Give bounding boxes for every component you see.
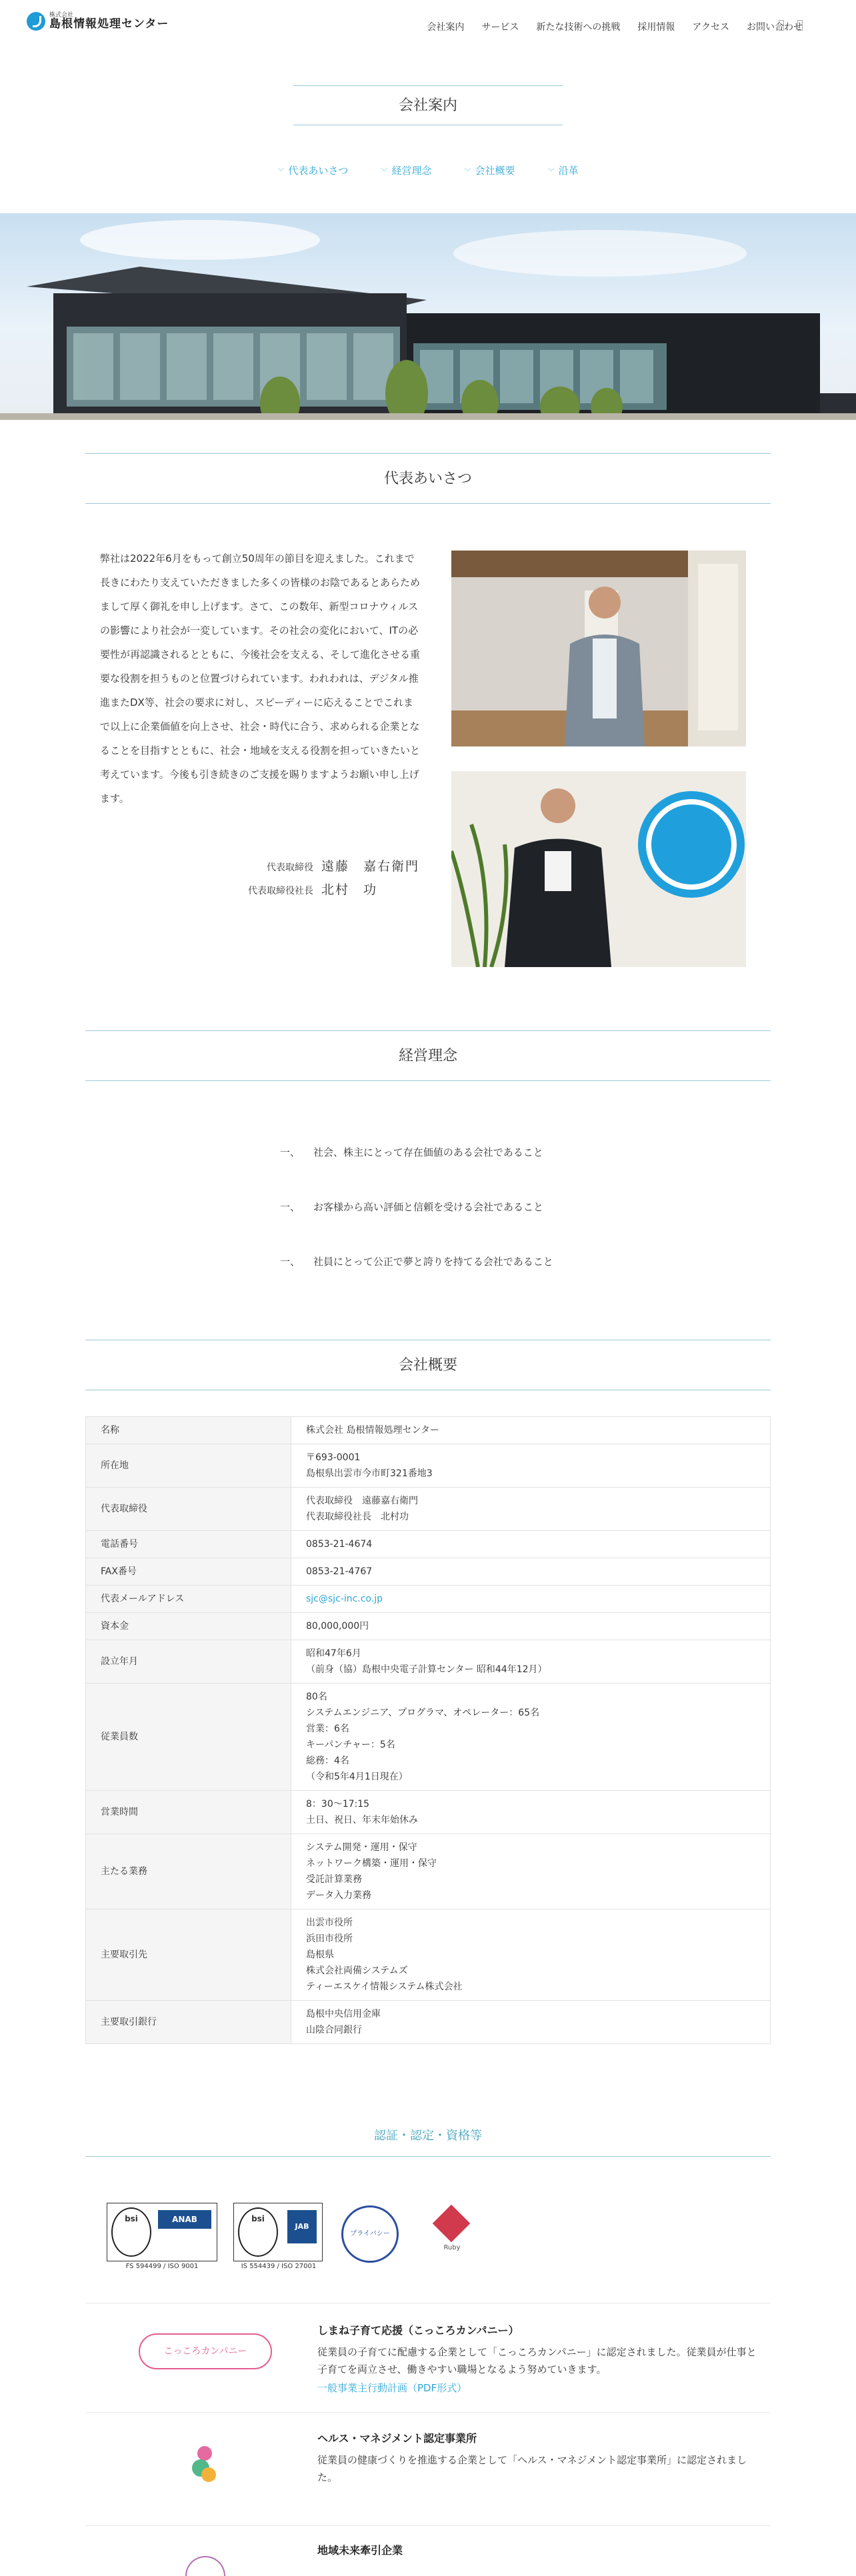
overview-value-line: ティーエスケイ情報システム株式会社 [306,1981,463,1992]
chevron-down-icon: ﹀ [277,169,285,176]
nav-contact[interactable]: お問い合わせ [747,22,803,33]
cert-title: しまね子育て応援（こっころカンパニー） [317,2324,519,2337]
building-illustration [0,213,856,420]
cert-row-kokkoro [85,2303,771,2412]
overview-value-line: 島根県出雲市今市町321番地3 [306,1468,433,1479]
overview-value-line: 営業：6名 [306,1724,349,1734]
signer-role: 代表取締役社長 [248,886,313,896]
cert-title: ヘルス・マネジメント認定事業所 [317,2432,477,2445]
overview-label: 営業時間 [86,1791,291,1834]
cert-description: 従業員の健康づくりを推進する企業として「ヘルス・マネジメント認定事業所」に認定されました。 [317,2454,747,2483]
overview-row [86,1558,771,1586]
overview-label: 電話番号 [86,1531,291,1558]
email-link[interactable]: sjc@sjc-inc.co.jp [306,1594,383,1604]
overview-value-line: 出雲市役所 [306,1918,353,1928]
overview-value-line: 80,000,000円 [306,1621,369,1632]
overview-row [86,1834,771,1910]
overview-row [86,1640,771,1684]
overview-value [291,1417,771,1444]
logo-icon [27,12,45,31]
philosophy-item: 一、 社員にとって公正で夢と誇りを持てる会社であること [280,1256,553,1268]
greeting-text: 弊社は2022年6月をもって創立50周年の節目を迎えました。これまで長きにわたり支えていただきました多くの皆様のお陰であるとあらためまして厚く御礼を申し上げます。さて、この数年、新型コロナウィルスの影響により社会が一変しています。その社会の変化において、ITの必要性が再認識されるとともに、今後社会を支える、そして進化させる重要な役割を担うものと位置づけられています。われわれは、デジタル推進またDX等、社会の要求に対し、スピーディーに応えることでこれまで以上に企業価値を向上させ、社会・時代に合う、求められる企業となることを目指すとともに、社会・地域を支える役割を担っていきたいと考えています。今後も引き続きのご支援を賜りますようお願い申し上げます。 [100,553,421,804]
photo-president-1 [451,551,746,746]
cert-description: 従業員の子育てに配慮する企業として「こっころカンパニー」に認定されました。従業員が仕事と子育てを両立させ、働きやすい職場となるよう努めていきます。 [317,2346,757,2375]
iso9001-caption: FS 594499 / ISO 9001 [125,2263,199,2270]
kokkoro-logo: こっころカンパニー [139,2333,272,2369]
overview-value-line: 〒693-0001 [306,1452,361,1463]
overview-value-line: 山陰合同銀行 [306,2025,362,2035]
overview-value-line: キーパンチャー：5名 [306,1740,395,1750]
overview-value-line: （前身（協）島根中央電子計算センター 昭和44年12月） [306,1664,547,1675]
overview-value-line: 0853-21-4767 [306,1566,373,1577]
overview-label: 所在地 [86,1444,291,1488]
overview-value-line: 0853-21-4674 [306,1539,373,1550]
social-icon[interactable] [779,20,784,31]
signer-name: 遠藤 嘉右衛門 [321,859,420,874]
overview-value-line: 代表取締役社長 北村功 [306,1512,409,1522]
overview-row [86,1791,771,1834]
anchor-overview[interactable]: ﹀ 会社概要 [464,165,515,177]
regional-leader-logo [185,2556,225,2576]
nav-service[interactable]: サービス [481,22,519,33]
overview-value [291,1558,771,1586]
overview-value-line: 総務：4名 [306,1756,349,1766]
overview-label: 従業員数 [86,1684,291,1791]
iso27001-caption: IS 554439 / ISO 27001 [241,2263,317,2270]
overview-label: 主要取引先 [86,1910,291,2001]
cert-row-regional [85,2525,771,2567]
overview-row [86,1684,771,1791]
certifications-title: 認証・認定・資格等 [85,2119,771,2157]
overview-value [291,1531,771,1558]
iso9001-badge: bsi ANAB [107,2203,217,2261]
overview-label: 主たる業務 [86,1834,291,1910]
overview-label: 主要取引銀行 [86,2001,291,2044]
overview-value [291,1613,771,1640]
overview-row [86,1531,771,1558]
overview-value-line: 受託計算業務 [306,1874,362,1885]
photo-president-2 [451,771,746,967]
nav-access[interactable]: アクセス [692,22,729,33]
overview-value-line: 浜田市役所 [306,1933,353,1944]
chevron-down-icon: ﹀ [381,169,388,176]
company-overview-table [85,1416,771,2044]
overview-row [86,2001,771,2044]
ruby-certified-badge: Ruby [420,2207,484,2260]
overview-row [86,1417,771,1444]
action-plan-pdf-link[interactable]: 一般事業主行動計画（PDF形式） [317,2382,467,2394]
overview-value-line: 株式会社両備システムズ [306,1965,408,1976]
overview-row [86,1910,771,2001]
philosophy-item: 一、 社会、株主にとって存在価値のある会社であること [280,1146,543,1158]
overview-value-line: システム開発・運用・保守 [306,1842,417,1853]
overview-value-line: 8：30〜17:15 [306,1799,370,1810]
overview-label: FAX番号 [86,1558,291,1586]
anchor-history[interactable]: ﹀ 沿革 [547,165,579,177]
overview-value-line: 島根中央信用金庫 [306,2009,381,2019]
overview-value-line: システムエンジニア、プログラマ、オペレーター：65名 [306,1708,540,1718]
chevron-down-icon: ﹀ [547,169,555,176]
overview-value [291,1910,771,2001]
cert-badges [107,2203,573,2276]
nav-company[interactable]: 会社案内 [427,22,465,33]
overview-value-line: （令和5年4月1日現在） [306,1772,408,1782]
site-logo[interactable] [27,12,169,31]
overview-row [86,1444,771,1488]
cert-row-health [85,2412,771,2525]
overview-label: 代表メールアドレス [86,1586,291,1613]
overview-value-line: 80名 [306,1692,327,1702]
overview-label: 代表取締役 [86,1488,291,1531]
overview-value-line: データ入力業務 [306,1890,371,1901]
ruby-icon [433,2205,471,2243]
greeting-section-title: 代表あいさつ [85,453,771,504]
nav-recruit[interactable]: 採用情報 [637,22,675,33]
overview-row [86,1488,771,1531]
cert-title: 地域未来牽引企業 [317,2544,403,2557]
signer-name: 北村 功 [321,882,378,897]
overview-value-line: ネットワーク構築・運用・保守 [306,1858,437,1869]
overview-label: 名称 [86,1417,291,1444]
overview-value [291,1444,771,1488]
nav-challenge[interactable]: 新たな技術への挑戦 [536,22,621,33]
overview-value-line: 代表取締役 遠藤嘉右衛門 [306,1496,418,1506]
signer-role: 代表取締役 [267,862,313,873]
signer-2 [220,880,420,898]
overview-value [291,1791,771,1834]
iso27001-badge: bsi JAB [233,2203,323,2261]
privacy-mark-badge: プライバシー [341,2205,399,2263]
overview-value [291,1684,771,1791]
overview-value-line: 株式会社 島根情報処理センター [306,1425,439,1436]
anchor-nav [0,163,856,177]
site-header [0,0,856,53]
philosophy-item: 一、 お客様から高い評価と信頼を受ける会社であること [280,1201,544,1213]
overview-row [86,1613,771,1640]
overview-section-title: 会社概要 [85,1340,771,1390]
overview-value [291,1488,771,1531]
logo-company-name: 島根情報処理センター [49,17,169,31]
overview-value [291,1834,771,1910]
logo-company-type: 株式会社 [49,12,74,19]
overview-value-line: 島根県 [306,1949,334,1960]
overview-value-line: 昭和47年6月 [306,1648,361,1659]
global-nav [409,20,803,33]
chevron-down-icon: ﹀ [464,169,471,176]
overview-label: 資本金 [86,1613,291,1640]
page-title: 会社案内 [398,97,457,114]
anchor-philosophy[interactable]: ﹀ 経営理念 [381,165,432,177]
page-title-box [293,85,563,125]
overview-value-line: 土日、祝日、年末年始休み [306,1815,418,1826]
signer-1 [220,856,420,874]
anchor-greeting[interactable]: ﹀ 代表あいさつ [277,165,349,177]
search-icon[interactable] [797,20,803,31]
overview-row [86,1586,771,1613]
overview-value [291,1586,771,1613]
health-management-logo [192,2446,219,2486]
overview-value [291,2001,771,2044]
overview-value [291,1640,771,1684]
philosophy-section-title: 経営理念 [85,1030,771,1081]
hero-building-image [0,213,856,420]
overview-label: 設立年月 [86,1640,291,1684]
